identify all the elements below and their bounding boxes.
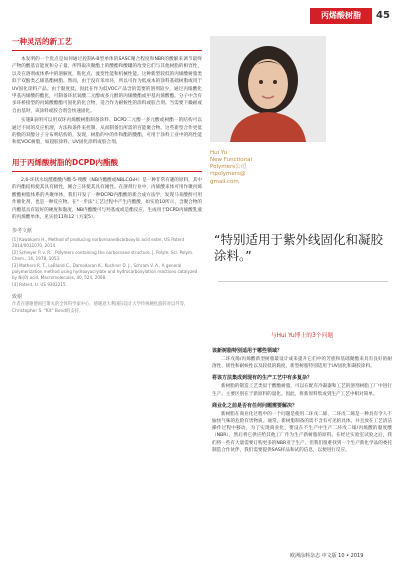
section2-rule <box>12 171 202 172</box>
reference-item: [3] Mathers R. T., LeBlond C., Damodaran K., Kushner D. J., Schram V. A., A general polymerization method using hydroxyacrylate and hydrocarboxylation reactions catalyzed by Ni(0) acid, Macromolecules, 40, 524, 2008. <box>12 263 198 281</box>
left-column <box>12 36 202 315</box>
author-email-line: rtpolymers@ <box>210 171 246 178</box>
section1-paragraph: 实施B表明可以用双环丙烯酸树脂制备涂料、DCPD二元醇一多元酸或树酯一的结构可以通过不同的反应机理，方法和条件来控制，从而制备出所需的宫能聚合物。这些新型合作更低的数的双醇分子分布则结构的，发现，树脂的中的作和酯的酸酯，可用于涂料工业中的高性能和低VOC树脂，如超胶涂料、UV固化涂料或胶合剂。 <box>12 118 202 146</box>
section1-rule <box>12 50 202 51</box>
author-email-line: gmail.com <box>210 178 239 185</box>
interview-answer: 二环戊烯/丙烯酸新型树脂最设计成来提升它们中的芳族和基础聚酯来具有良好的耐溶性、韧性和耐候性以及较低的黏度，新型树脂特别适用于UV固化和凝胶涂料。 <box>212 357 392 370</box>
author-affiliation-line: Polymers公司 <box>210 164 247 171</box>
pull-quote: “特别适用于紫外线固化和凝胶涂料。” <box>214 232 383 263</box>
author-name: Hui Yu <box>210 150 228 156</box>
interview-title: 与Hui Yu博士的3个问题 <box>270 333 334 339</box>
section2-title: 用于丙烯酸树脂的DCPD内酯酸 <box>12 157 118 167</box>
reference-item: [4] Patent, U. US 9302215. <box>12 282 67 288</box>
author-block <box>210 150 290 186</box>
acknowledgement-text: 作者在感谢德国巴斯夫的全体科学家中心，感谢意大利国际设计大学传统硬化旋转对以外等，Christopher S. "Kit" Bond的支持。 <box>12 302 189 314</box>
section1-paragraph: 本发明的一个优点是如何通过控制A-B型单体的SASC聚合程度和NBR的酸解来调节最终产物的酸基官能度和分子量。所得取决聚酯上的酸酯和酸罐的改变它们与其他树脂的相容性，以及在溶剂或体系中的溶解度，粘化点、流变性能和机械性能。这种新型较低的丙烯酸树脂类似于双酚类乙烯基酯树脂。然而，由于没有苯单环，所以可作为低成本的涂料基础树脂或用于UV固化涂料产品。由于黏度低，因此在作为低VOC产品含的需要的溶剂较少，通过丙烯酸化甲基丙烯酸的酯化，可制备环状氧酸二元醇或多元醇的丙烯酸酯或甲基丙烯酸酯。分子中含有多环桥接型的丙烯酸酯酯可固化的化合物，适合作为耐候性的涂料或胶合剂。当需要下燥耐或自由基时，该涂料或胶合剂会快速固化。 <box>12 57 202 114</box>
footer-journal: 欧洲涂料杂志 中文版 10 • 2019 <box>290 553 364 559</box>
section2-paragraph: 2,6-环状水烷醛酯酸内酯-5-羧酸（NB内酯酸或NBLCO₂H）是一种非常有趣的原料，其中的内酯结构使其具有极性，刚合三环使其具有刚性。在溶剂行业中，丙烯酸来体可用作聚丙烯酸酯树脂体系的共聚单体，我们开发了一种DCPD内酯酸的新合成方法学，发现马来酸酐可用作催化剂，也是一种反应物。在"一步法"工艺过程中产生内酯酸，如实验10所示，含聚合物的内酯基具有较好的硬度和黏度，NB内酯酸可与羟基或或是酯反应，生成用于DCPD丙烯酸乳液的丙烯酸单体，见实验11和12（方案5）。 <box>12 177 202 220</box>
page-number: 45 <box>376 10 390 21</box>
reference-item: [1] Kawakami H., Method of producing norbornanedicarboxylic acid ester, US Patent 2014/0031070, 2014. <box>12 237 185 249</box>
quote-divider <box>218 281 388 282</box>
author-photo <box>210 36 326 142</box>
interview-answer: 新树脂的制造工艺类似于酸酯树脂，可以在配有冷凝器和工艺的溶剂树脂工厂中进行生产。主要区别在于新原料的量化。因此，将新原料集成到生产工艺中相对简单。 <box>212 384 392 397</box>
interview-box <box>212 330 392 454</box>
interview-answer: 新树脂在商业化过程中的一个问题是使用二环戊二烯、二环戊二烯是一种具有令人不愉快气味的危险有害物质。通常，新树脂制备的需不含有可见的具体，并且放在工艺清洁操作过程中移动，为了实现商业化，要设在不生产中生产二环戊二烯/丙烯酸的黏度酸（NBR），然后将它供应给其他工厂作为生产新树脂的原料。在经过实验室试验之后，我们将一些有大量需要订购更多的NBR亚于生产，但我们很难找到一个生产新化学品的委托制造合作伙伴，我们需要提供SAS样品和试的信息，以便进行反应。 <box>212 411 392 453</box>
acknowledgement-title: 致谢 <box>12 294 23 301</box>
author-affiliation-line: New Functional <box>210 157 253 163</box>
section1-title: 一种灵活的新工艺 <box>12 37 72 46</box>
interview-question: 该新树脂特别适用于哪些领域？ <box>212 348 283 354</box>
section-tag: 丙烯酸树脂 <box>310 8 372 24</box>
references-title: 参考文献 <box>12 228 33 235</box>
interview-question: 将该方法集成到现有的生产工艺中有多复杂？ <box>212 375 313 382</box>
reference-item: [2] Schleyer P. v. R. , Polymers containing the norbornane structure, J. Polym. Sci. Polym. Chem., 16, 1978, 1053. <box>12 250 194 262</box>
interview-question: 商业化之前是否有任何问题需要解决？ <box>212 402 298 409</box>
